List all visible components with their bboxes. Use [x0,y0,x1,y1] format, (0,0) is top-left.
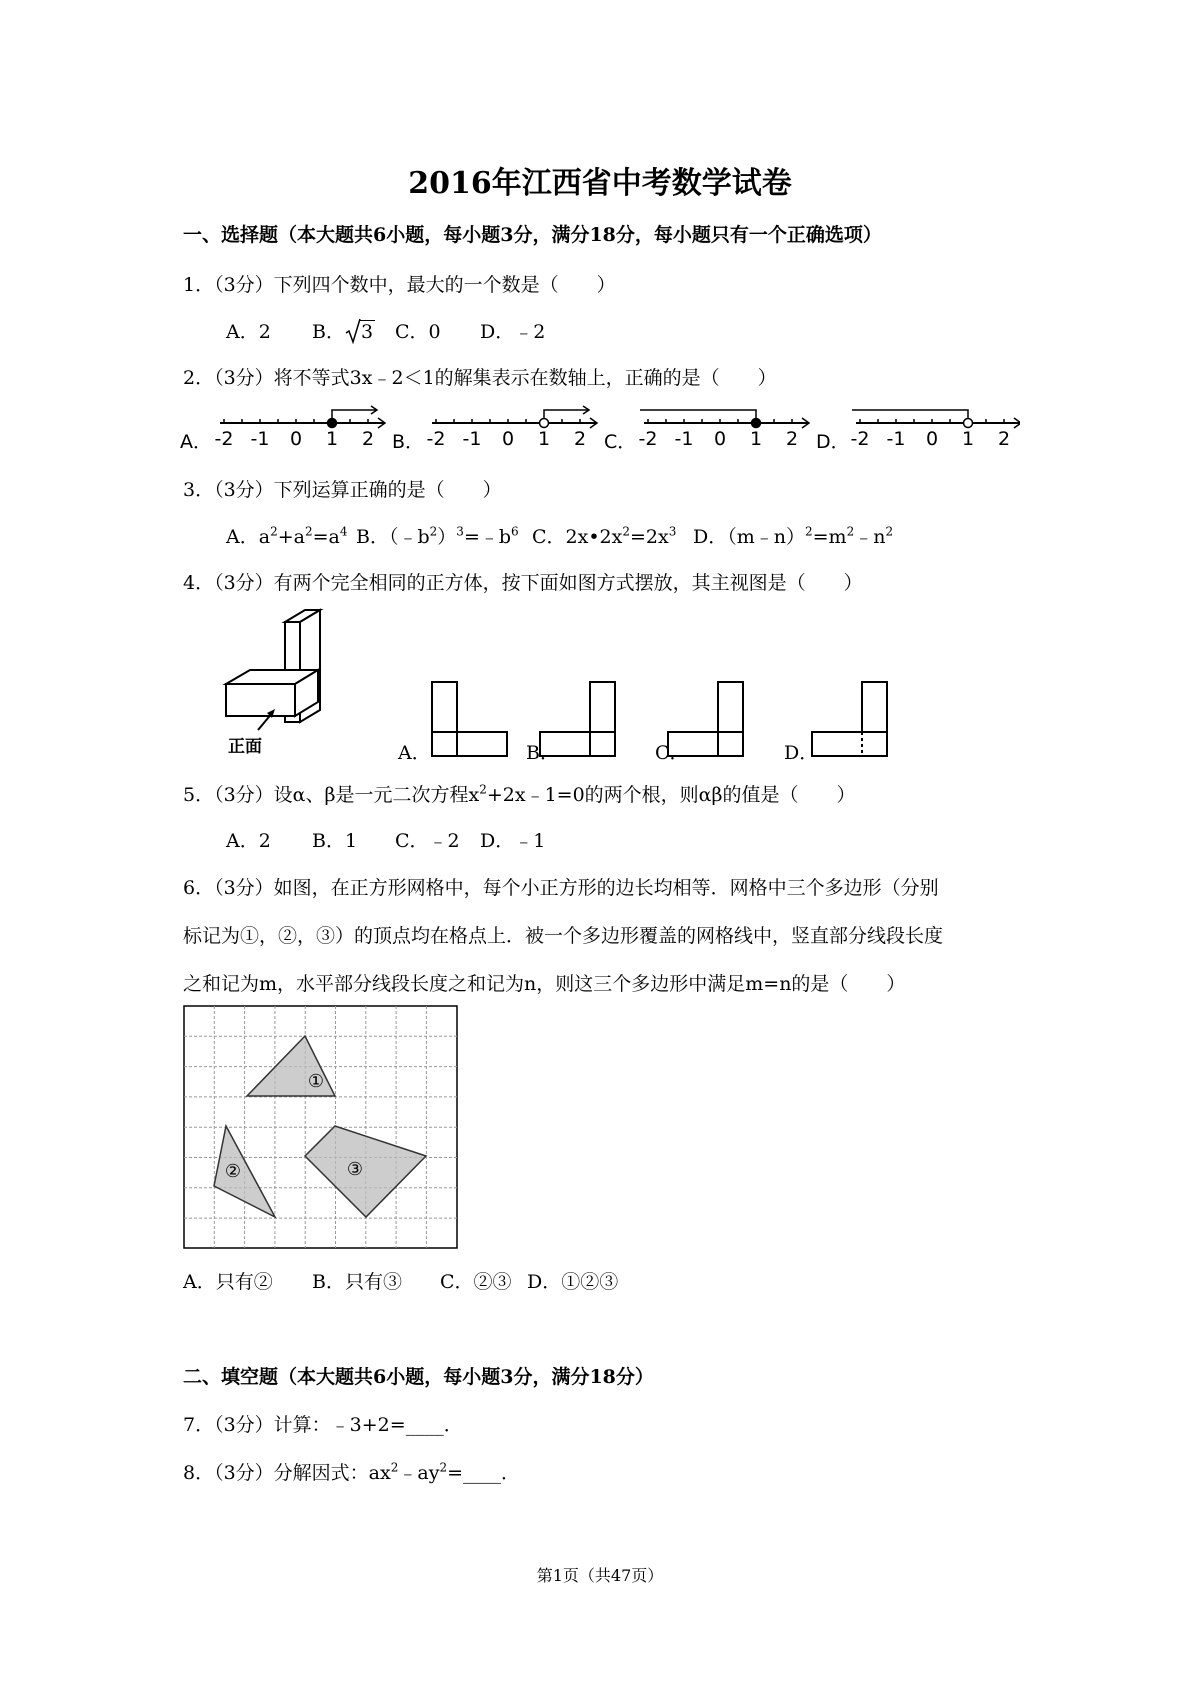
q4-option-c-label: C． [655,742,689,764]
q3-option-b: B．$(﹣b^2)^3=﹣b^6$ [356,524,519,548]
question-1-stem: 1．（3分）下列四个数中，最大的一个数是（ ） [183,274,616,296]
q1-option-d: D．﹣2 [480,321,546,343]
question-8: 8．（3分）分解因式：$ax^2﹣ay^2=\_\_\_\_$． [183,1460,520,1484]
tick-label: 0 [713,428,727,450]
q3-option-c: C．$2x•2x^2=2x^3$ [532,524,677,548]
question-3-stem: 3．（3分）下列运算正确的是（ ） [183,479,502,501]
tick-label: 1 [961,428,975,450]
q4-option-d-label: D． [784,742,819,764]
tick-label: 2 [785,428,799,450]
tick-label: -2 [214,428,234,450]
q4-view-options [430,680,910,760]
question-4-stem: 4．（3分）有两个完全相同的正方体，按下面如图方式摆放，其主视图是（ ） [183,572,863,594]
number-line-label: D． [816,431,850,453]
section-2-heading: 二、填空题（本大题共6小题，每小题3分，满分18分） [183,1366,654,1388]
q1-option-b-label: B． [312,321,345,343]
q6-option-c: C．②③ [440,1271,512,1293]
q6-option-b: B．只有③ [312,1271,402,1293]
endpoint-dot [964,419,973,428]
question-6-line-3: 之和记为m，水平部分线段长度之和记为n，则这三个多边形中满足m=n的是（ ） [183,973,906,995]
sqrt-radicand: 3 [360,321,374,343]
tick-label: 1 [325,428,339,450]
tick-label: -2 [638,428,658,450]
tick-label: 1 [749,428,763,450]
number-line-label: A． [180,431,212,453]
page-title: 2016年江西省中考数学试卷 [408,166,792,201]
tick-label: 2 [361,428,375,450]
q5-option-d: D．﹣1 [480,830,546,852]
tick-label: -1 [886,428,906,450]
q6-grid-figure [183,1005,459,1250]
tick-label: -1 [250,428,270,450]
endpoint-dot [328,419,337,428]
question-6-line-1: 6．（3分）如图，在正方形网格中，每个小正方形的边长均相等．网格中三个多边形（分别 [183,877,939,899]
front-label: 正面 [228,737,262,757]
number-line-d [816,410,1020,453]
question-6-line-2: 标记为①，②，③）的顶点均在格点上．被一个多边形覆盖的网格线中，竖直部分线段长度 [183,925,944,947]
sqrt-icon [345,321,375,343]
q4-option-a-label: A． [398,742,431,764]
section-1-heading: 一、选择题（本大题共6小题，每小题3分，满分18分，每小题只有一个正确选项） [183,224,882,246]
shape-label-1: ① [307,1071,325,1092]
question-7: 7．（3分）计算：﹣3+2=____． [183,1414,463,1436]
number-line-b [392,406,597,453]
q4-option-b-label: B． [526,742,559,764]
tick-label: 0 [925,428,939,450]
number-line-c [604,410,809,453]
tick-label: -1 [674,428,694,450]
endpoint-dot [752,419,761,428]
tick-label: -2 [426,428,446,450]
q6-option-d: D．①②③ [527,1271,619,1293]
shape-label-3: ③ [346,1159,364,1180]
tick-label: 2 [997,428,1011,450]
tick-label: 1 [537,428,551,450]
question-5-stem: 5．（3分）设α、β是一元二次方程$x^2+2x﹣1=0$的两个根，则αβ的值是（ ） [183,782,856,806]
shape-label-2: ② [224,1161,242,1182]
tick-label: 0 [501,428,515,450]
tick-label: -2 [850,428,870,450]
q5-option-a: A．2 [226,830,271,852]
tick-label: 2 [573,428,587,450]
q2-number-lines [180,398,1020,460]
tick-label: 0 [289,428,303,450]
number-line-label: C． [604,431,637,453]
question-2-stem: 2．（3分）将不等式3x﹣2＜1的解集表示在数轴上，正确的是（ ） [183,367,777,389]
page-footer: 第1页（共47页） [536,1566,664,1585]
q4-cubes-figure [220,602,330,757]
tick-label: -1 [462,428,482,450]
q5-option-c: C．﹣2 [395,830,460,852]
endpoint-dot [540,419,549,428]
number-line-a [180,406,385,453]
q1-option-c: C．0 [395,321,441,343]
q5-option-b: B．1 [312,830,358,852]
q3-option-a: A．$a^2+a^2=a^4$ [226,524,348,548]
q1-option-b [312,317,375,344]
number-line-label: B． [392,431,425,453]
q1-option-a: A．2 [226,321,271,343]
q3-option-d: D．$(m﹣n)^2=m^2﹣n^2$ [693,524,894,548]
q6-option-a: A．只有② [183,1271,273,1293]
